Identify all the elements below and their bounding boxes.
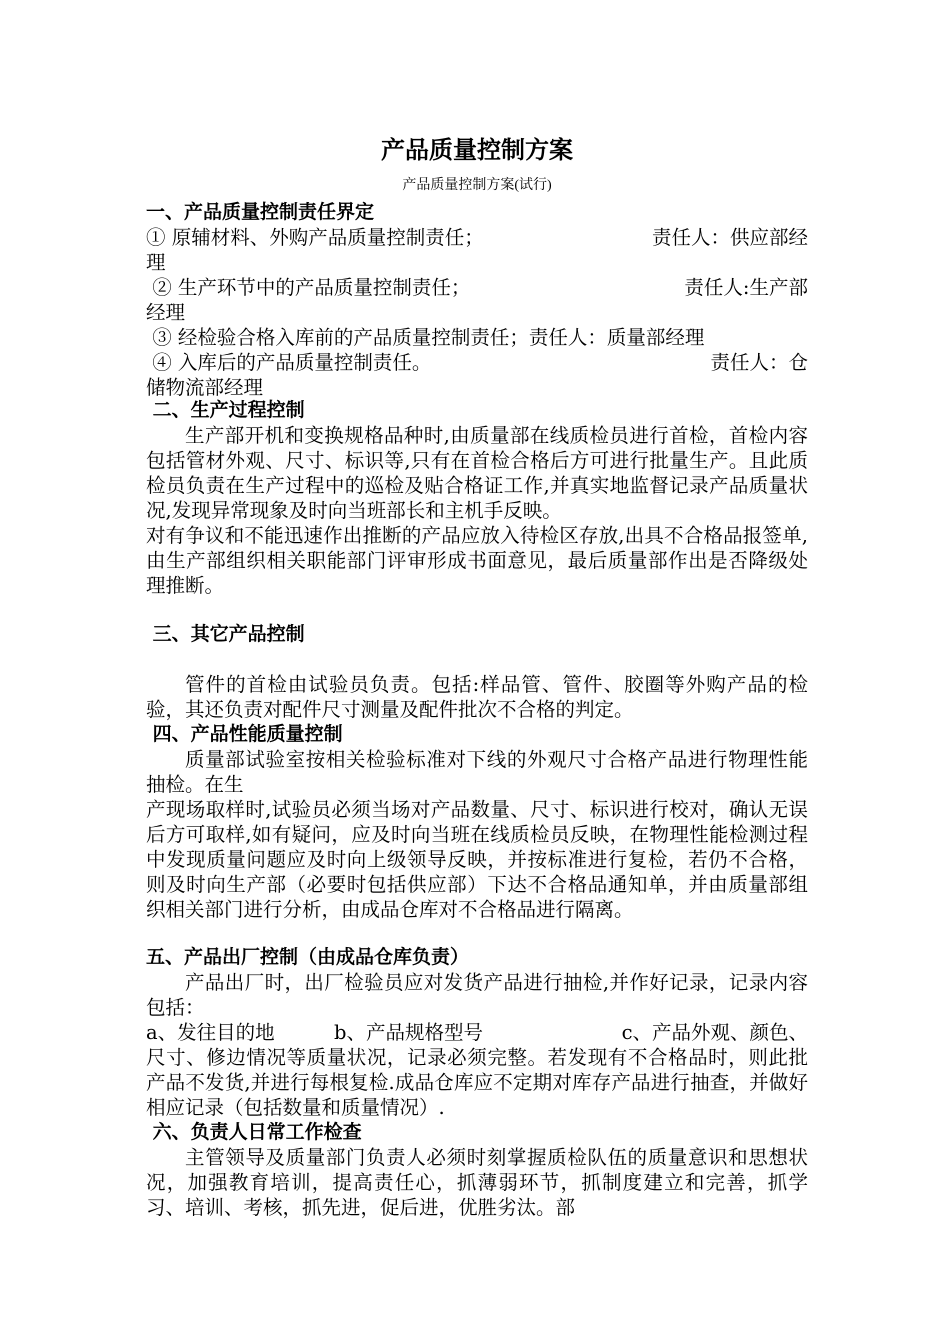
record-item-a: a、发往目的地 bbox=[146, 1021, 275, 1044]
item-2-person: 责任人:生产部 bbox=[684, 276, 808, 299]
section-4-paragraph-1: 质量部试验室按相关检验标准对下线的外观尺寸合格产品进行物理性能抽检。在生 bbox=[146, 748, 808, 796]
item-1-continuation: 理 bbox=[146, 251, 166, 274]
record-item-b: b、产品规格型号 bbox=[334, 1021, 483, 1044]
section-2 bbox=[146, 398, 808, 598]
item-4-person: 责任人：仓 bbox=[710, 351, 808, 374]
item-4-continuation: 储物流部经理 bbox=[146, 376, 264, 399]
document-title: 产品质量控制方案 bbox=[381, 136, 573, 164]
section-6-paragraph-1: 主管领导及质量部门负责人必须时刻掌握质检队伍的质量意识和思想状况，加强教育培训，提高责任心，抓薄弱环节，抓制度建立和完善，抓学习、培训、考核，抓先进，促后进，优胜劣汰。部 bbox=[146, 1146, 808, 1219]
section-5 bbox=[146, 945, 808, 1120]
responsibility-item-1 bbox=[146, 225, 808, 250]
item-2-text: ② 生产环节中的产品质量控制责任； bbox=[146, 276, 471, 299]
item-4-text: ④ 入库后的产品质量控制责任。 bbox=[146, 351, 432, 374]
section-5-heading: 五、产品出厂控制（由成品仓库负责） bbox=[146, 946, 470, 968]
section-1-heading: 一、产品质量控制责任界定 bbox=[146, 201, 375, 223]
section-3-heading: 三、其它产品控制 bbox=[146, 623, 305, 645]
section-4-paragraph-2: 产现场取样时,试验员必须当场对产品数量、尺寸、标识进行校对，确认无误后方可取样,如有疑问，应及时向当班在线质检员反映，在物理性能检测过程中发现质量问题应及时向上级领导反映，并按标准进行复检，若仍不合格，则及时向生产部（必要时包括供应部）下达不合格品通知单，并由质量部组织相关部门进行分析，由成品仓库对不合格品进行隔离。 bbox=[146, 798, 808, 921]
section-1 bbox=[146, 200, 808, 400]
item-2-continuation: 经理 bbox=[146, 301, 186, 324]
record-item-c: c、产品外观、颜色、 bbox=[621, 1021, 808, 1044]
record-items-row bbox=[146, 1020, 808, 1045]
responsibility-item-4 bbox=[146, 350, 808, 375]
section-5-paragraph-2: 尺寸、修边情况等质量状况，记录必须完整。若发现有不合格品时，则此批产品不发货,并进行每根复检.成品仓库应不定期对库存产品进行抽查，并做好相应记录（包括数量和质量情况）. bbox=[146, 1046, 808, 1119]
section-2-paragraph-1: 生产部开机和变换规格品种时,由质量部在线质检员进行首检，首检内容包括管材外观、尺寸、标识等,只有在首检合格后方可进行批量生产。且此质检员负责在生产过程中的巡检及贴合格证工作,并真实地监督记录产品质量状况,发现异常现象及时向当班部长和主机手反映。 bbox=[146, 424, 808, 522]
section-4 bbox=[146, 722, 808, 922]
section-4-heading: 四、产品性能质量控制 bbox=[146, 723, 343, 745]
section-2-paragraph-2: 对有争议和不能迅速作出推断的产品应放入待检区存放,出具不合格品报签单,由生产部组织相关职能部门评审形成书面意见，最后质量部作出是否降级处理推断。 bbox=[146, 524, 808, 597]
section-5-paragraph-1: 产品出厂时，出厂检验员应对发货产品进行抽检,并作好记录，记录内容包括： bbox=[146, 971, 808, 1019]
section-3 bbox=[146, 622, 808, 722]
section-6-heading: 六、负责人日常工作检查 bbox=[146, 1121, 362, 1143]
document-subtitle: 产品质量控制方案(试行) bbox=[402, 178, 552, 193]
item-1-person: 责任人：供应部经 bbox=[651, 226, 808, 249]
section-2-heading: 二、生产过程控制 bbox=[146, 399, 305, 421]
item-1-text: ① 原辅材料、外购产品质量控制责任； bbox=[146, 226, 484, 249]
section-3-paragraph-1: 管件的首检由试验员负责。包括:样品管、管件、胶圈等外购产品的检验，其还负责对配件尺寸测量及配件批次不合格的判定。 bbox=[146, 673, 808, 721]
section-6 bbox=[146, 1120, 808, 1220]
responsibility-item-3: ③ 经检验合格入库前的产品质量控制责任；责任人：质量部经理 bbox=[146, 326, 705, 349]
responsibility-item-2 bbox=[146, 275, 808, 300]
